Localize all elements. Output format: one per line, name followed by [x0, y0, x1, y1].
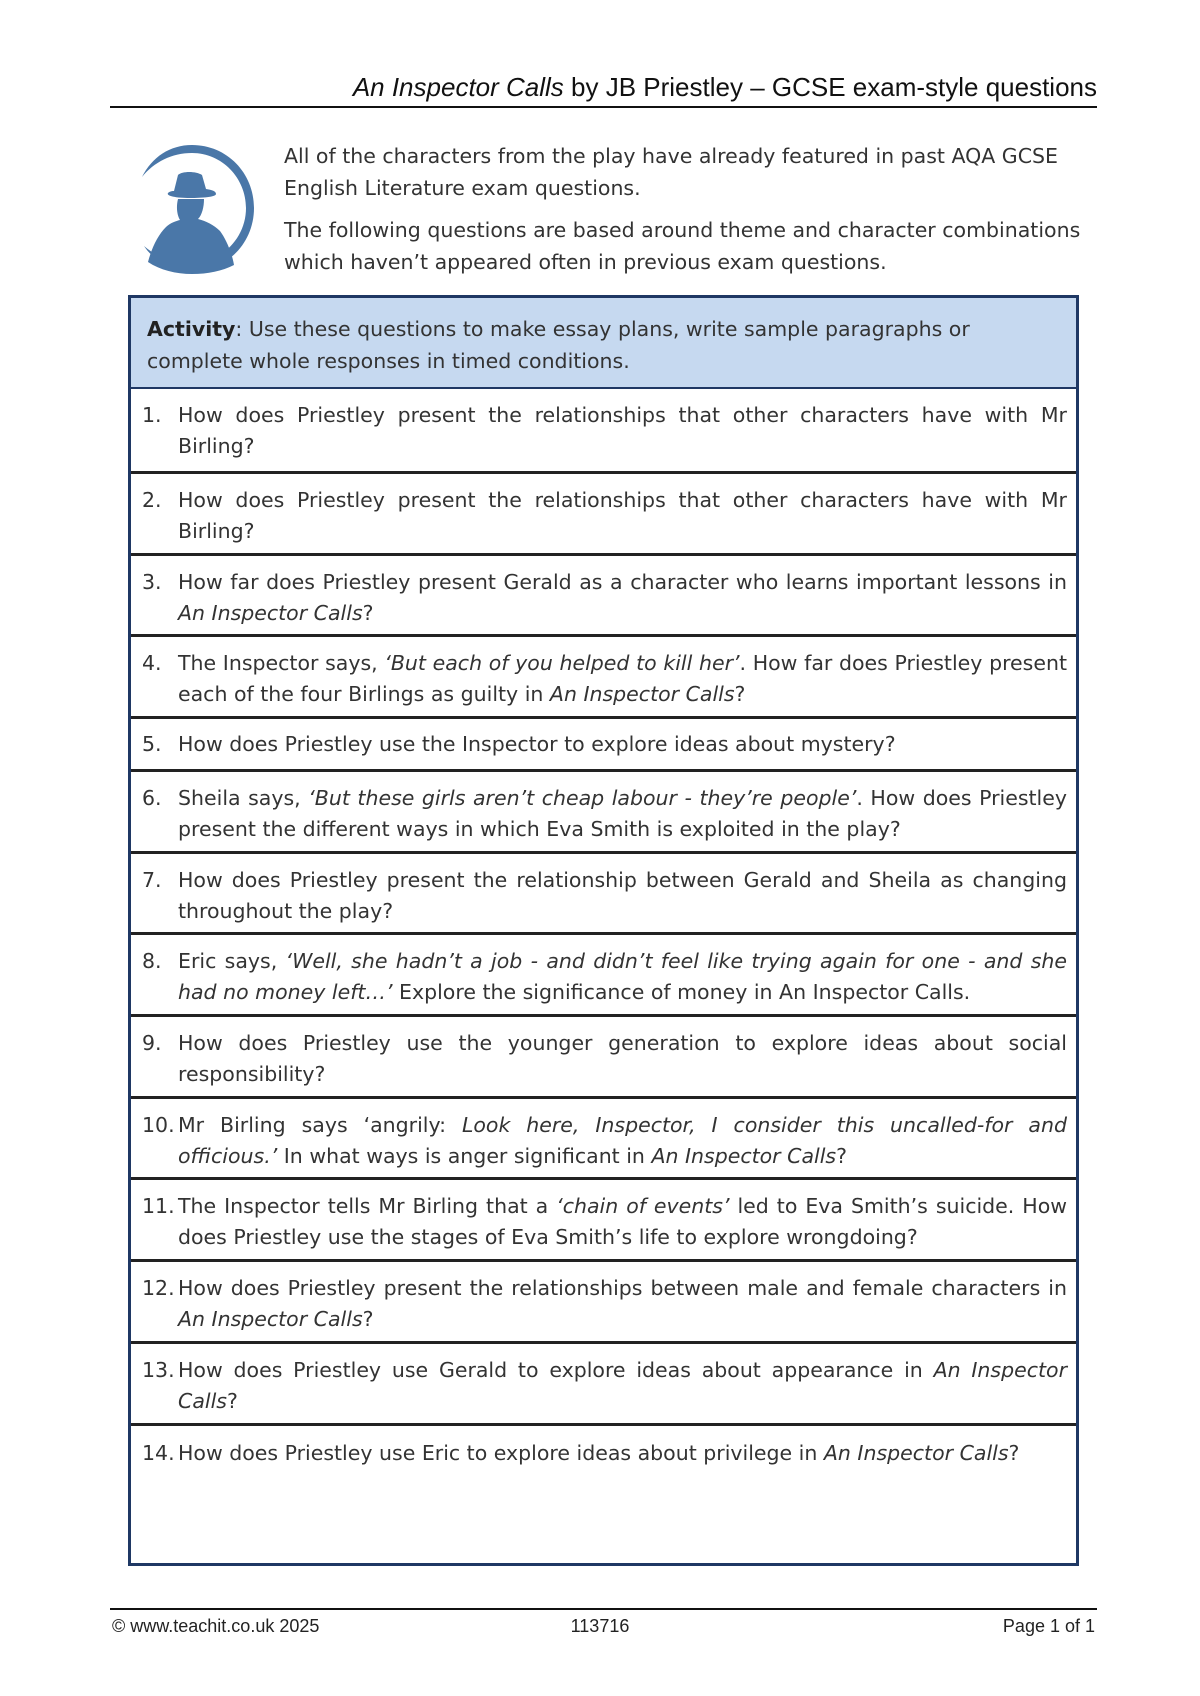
question-quote: ‘But these girls aren’t cheap labour - they’re people’: [308, 786, 857, 810]
question-text: [178, 729, 1067, 760]
question-item: [131, 769, 1076, 851]
question-text: [178, 1438, 1067, 1469]
title-rest: by JB Priestley – GCSE exam-style questions: [563, 72, 1097, 102]
question-item: [131, 553, 1076, 634]
activity-instructions: [131, 298, 1076, 389]
question-fragment: The Inspector says,: [178, 651, 385, 675]
question-item: [131, 1423, 1076, 1480]
question-number: 8.: [142, 949, 162, 973]
question-list: [131, 389, 1076, 1480]
question-fragment: How does Priestley use the Inspector to explore ideas about mystery?: [178, 732, 896, 756]
question-fragment: Eric says,: [178, 949, 286, 973]
question-text: [178, 1273, 1067, 1335]
detective-silhouette-icon: [132, 143, 257, 278]
question-number: 6.: [142, 786, 162, 810]
question-item: [131, 1341, 1076, 1423]
question-quote: An Inspector Calls: [651, 1144, 837, 1168]
question-quote: An Inspector Calls: [178, 1358, 1067, 1413]
question-fragment: . How far does Priestley present each of the four Birlings as guilty in: [178, 651, 1067, 706]
question-item: [131, 716, 1076, 769]
question-fragment: How does Priestley present the relationship between Gerald and Sheila as changing throughout the play?: [178, 868, 1067, 923]
footer-resource-code: 113716: [570, 1616, 630, 1636]
question-number: 2.: [142, 488, 162, 512]
question-number: 11.: [142, 1194, 175, 1218]
question-quote: An Inspector Calls: [178, 1307, 363, 1331]
question-text: [178, 865, 1067, 927]
question-fragment: ?: [226, 1389, 238, 1413]
question-number: 7.: [142, 868, 162, 892]
intro-paragraph-1: All of the characters from the play have already featured in past AQA GCSE English Literature exam questions.: [284, 144, 1058, 200]
question-text: [178, 1028, 1067, 1090]
question-fragment: ?: [734, 682, 746, 706]
intro-text: [284, 140, 1084, 288]
page-title: [110, 70, 1097, 104]
question-text: [178, 400, 1067, 462]
question-fragment: Explore the significance of money in An Inspector Calls.: [392, 980, 971, 1004]
question-fragment: ?: [836, 1144, 847, 1168]
footer-divider: [110, 1608, 1097, 1610]
question-item: [131, 634, 1076, 716]
question-number: 1.: [142, 403, 162, 427]
question-number: 5.: [142, 732, 162, 756]
footer-copyright: © www.teachit.co.uk 2025: [112, 1616, 320, 1636]
question-item: [131, 1014, 1076, 1096]
activity-box: [128, 295, 1079, 1566]
question-fragment: led to Eva Smith’s suicide. How does Priestley use the stages of Eva Smith’s life to explore wrongdoing?: [178, 1194, 1068, 1249]
activity-label: Activity: [147, 317, 236, 341]
question-fragment: How does Priestley present the relationships that other characters have with Mr Birling?: [178, 488, 1067, 543]
question-number: 4.: [142, 651, 162, 675]
question-item: [131, 1177, 1076, 1259]
question-fragment: In what ways is anger significant in: [277, 1144, 652, 1168]
question-quote: Look here, Inspector, I consider this uncalled-for and officious.’: [178, 1113, 1067, 1168]
question-fragment: How does Priestley use Eric to explore ideas about privilege in: [178, 1441, 824, 1465]
question-quote: An Inspector Calls: [549, 682, 735, 706]
question-quote: An Inspector Calls: [823, 1441, 1009, 1465]
question-quote: ‘Well, she hadn’t a job - and didn’t feel like trying again for one - and she had no money left…’: [178, 949, 1068, 1004]
question-text: [178, 1355, 1067, 1417]
footer-page-number: Page 1 of 1: [1002, 1616, 1095, 1636]
question-number: 12.: [142, 1276, 175, 1300]
question-item: [131, 851, 1076, 932]
activity-text: : Use these questions to make essay plans, write sample paragraphs or complete whole responses in timed conditions.: [147, 317, 970, 373]
question-fragment: How does Priestley present the relationships between male and female characters in: [178, 1276, 1067, 1300]
question-item: [131, 1096, 1076, 1177]
question-fragment: The Inspector tells Mr Birling that a: [178, 1194, 557, 1218]
title-play-name: An Inspector Calls: [352, 72, 564, 102]
question-fragment: ?: [362, 601, 374, 625]
question-number: 3.: [142, 570, 162, 594]
question-number: 9.: [142, 1031, 162, 1055]
question-text: [178, 1191, 1067, 1253]
question-fragment: . How does Priestley present the different ways in which Eva Smith is exploited in the play?: [178, 786, 1067, 841]
question-fragment: Mr Birling says ‘angrily:: [178, 1113, 462, 1137]
question-fragment: How does Priestley use Gerald to explore ideas about appearance in: [178, 1358, 934, 1382]
question-fragment: How does Priestley present the relationships that other characters have with Mr Birling?: [178, 403, 1067, 458]
question-fragment: ?: [1008, 1441, 1020, 1465]
question-fragment: How far does Priestley present Gerald as a character who learns important lessons in: [178, 570, 1067, 594]
question-fragment: How does Priestley use the younger generation to explore ideas about social responsibility?: [178, 1031, 1067, 1086]
question-number: 14.: [142, 1441, 175, 1465]
question-number: 10.: [142, 1113, 175, 1137]
question-fragment: ?: [362, 1307, 374, 1331]
question-quote: ‘But each of you helped to kill her’: [384, 651, 740, 675]
question-quote: An Inspector Calls: [178, 601, 363, 625]
question-item: [131, 932, 1076, 1014]
question-text: [178, 567, 1067, 629]
question-quote: ‘chain of events’: [556, 1194, 730, 1218]
question-text: [178, 1110, 1067, 1172]
question-item: [131, 389, 1076, 471]
question-text: [178, 946, 1067, 1008]
question-text: [178, 485, 1067, 547]
header-divider: [110, 106, 1097, 108]
intro-paragraph-2: The following questions are based around theme and character combinations which haven’t appeared often in previous exam questions.: [284, 218, 1081, 274]
question-item: [131, 471, 1076, 553]
question-fragment: Sheila says,: [178, 786, 309, 810]
question-text: [178, 648, 1067, 710]
question-text: [178, 783, 1067, 845]
question-item: [131, 1259, 1076, 1341]
question-number: 13.: [142, 1358, 175, 1382]
